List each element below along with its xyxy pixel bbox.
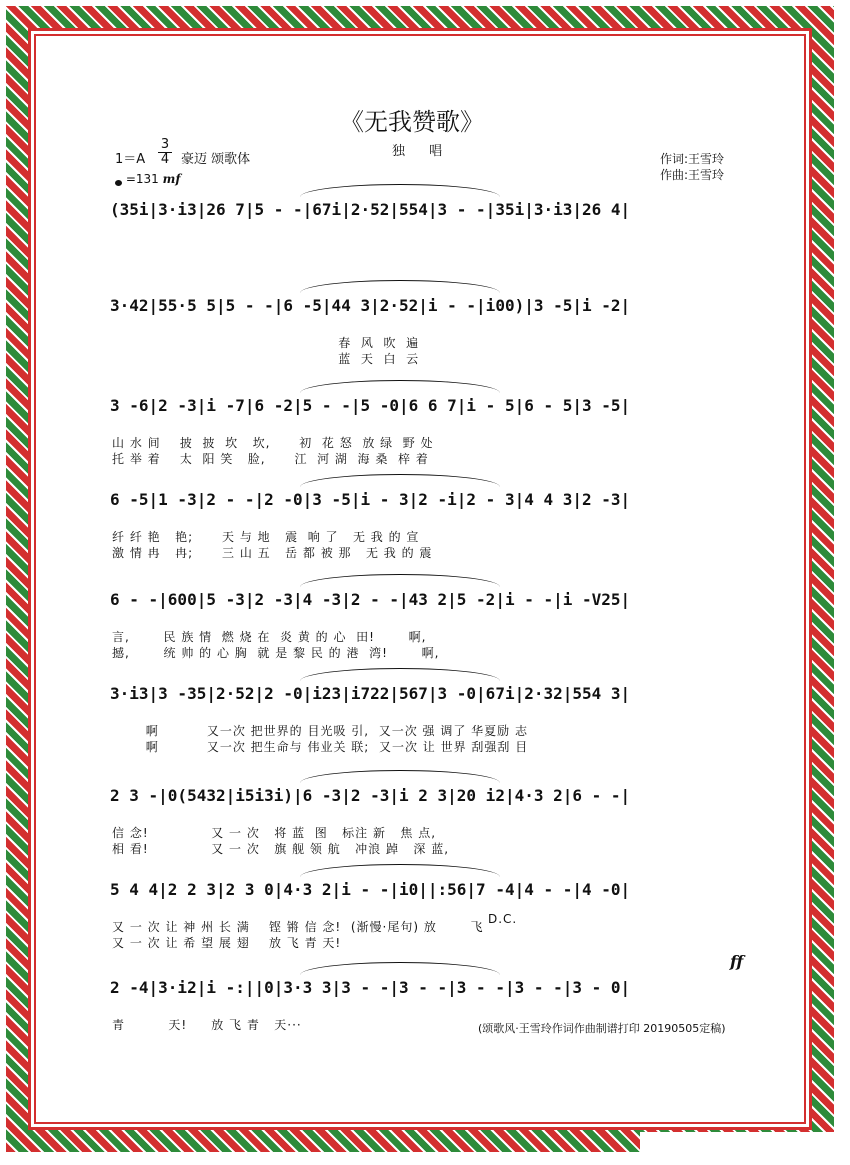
lyric-line: 撼, 统 帅 的 心 胸 就 是 黎 民 的 港 湾! 啊, [112, 646, 440, 660]
quarter-note-icon [115, 180, 122, 186]
notation-row: 2 -4|3·i2|i -:||0|3·3 3|3 - -|3 - -|3 - -|3 - -|3 - 0| [110, 978, 631, 997]
notation-row: 3 -6|2 -3|i -7|6 -2|5 - -|5 -0|6 6 7|i - 5|6 - 5|3 -5| [110, 396, 631, 415]
lyric-line: 信 念! 又 一 次 将 蓝 图 标注 新 焦 点, [112, 826, 437, 840]
tempo-marking: =131 mf [115, 172, 180, 186]
lyric-line: 纤 纤 艳 艳; 天 与 地 震 响 了 无 我 的 宣 [112, 530, 420, 544]
lyric-line: 言, 民 族 情 燃 烧 在 炎 黄 的 心 田! 啊, [112, 630, 427, 644]
notation-row: 3·i3|3 -35|2·52|2 -0|i23|i722|567|3 -0|67i|2·32|554 3| [110, 684, 631, 703]
notation-row: 2 3 -|0(5432|i5i3i)|6 -3|2 -3|i 2 3|20 i2|4·3 2|6 - -| [110, 786, 631, 805]
lyric-line: 相 看! 又 一 次 旗 舰 领 航 冲浪 踔 深 蓝, [112, 842, 450, 856]
notation-row: 6 -5|1 -3|2 - -|2 -0|3 -5|i - 3|2 -i|2 - 3|4 4 3|2 -3| [110, 490, 631, 509]
notation-row: 6 - -|600|5 -3|2 -3|4 -3|2 - -|43 2|5 -2|i - -|i -V25| [110, 590, 631, 609]
dynamic-mark-end: ff [730, 952, 744, 971]
lyric-line: 又 一 次 让 希 望 展 翅 放 飞 青 天! [112, 936, 342, 950]
notation-row: (35i|3·i3|26 7|5 - -|67i|2·52|554|3 - -|35i|3·i3|26 4| [110, 200, 631, 219]
composer: 作曲:王雪玲 [660, 168, 725, 182]
style-marking: 豪迈 颂歌体 [181, 152, 251, 167]
performance-type: 独 唱 [392, 144, 453, 159]
lyric-line: 蓝 天 白 云 [112, 352, 420, 366]
notation-row: 5 4 4|2 2 3|2 3 0|4·3 2|i - -|i0||:56|7 -4|4 - -|4 -0| [110, 880, 631, 899]
lyric-line: 啊 又一次 把世界的 目光吸 引, 又一次 强 调了 华夏励 志 [112, 724, 528, 738]
dc-mark: D.C. [488, 912, 518, 926]
lyric-line: 托 举 着 太 阳 笑 脸, 江 河 湖 海 桑 梓 着 [112, 452, 429, 466]
page-corner [640, 1132, 850, 1165]
time-signature: 3 4 [158, 138, 172, 167]
song-title: 《无我赞歌》 [340, 108, 484, 136]
lyricist: 作词:王雪玲 [660, 152, 725, 166]
lyric-line: 又 一 次 让 神 州 长 满 铿 锵 信 念! (渐慢·尾句) 放 飞 [112, 920, 484, 934]
lyric-line: 山 水 间 披 披 坎 坎, 初 花 怒 放 绿 野 处 [112, 436, 434, 450]
lyric-line: 春 风 吹 遍 [112, 336, 420, 350]
lyric-line: 激 情 冉 冉; 三 山 五 岳 都 被 那 无 我 的 震 [112, 546, 433, 560]
lyric-line: 青 天! 放 飞 青 天··· [112, 1018, 302, 1032]
footer-note: (颂歌风·王雪玲作词作曲制谱打印 20190505定稿) [478, 1022, 726, 1035]
key-signature: 1＝A [115, 152, 146, 167]
notation-row: 3·42|55·5 5|5 - -|6 -5|44 3|2·52|i - -|i00)|3 -5|i -2| [110, 296, 631, 315]
lyric-line: 啊 又一次 把生命与 伟业关 联; 又一次 让 世界 刮强刮 目 [112, 740, 529, 754]
dynamic-mark: mf [162, 172, 181, 186]
